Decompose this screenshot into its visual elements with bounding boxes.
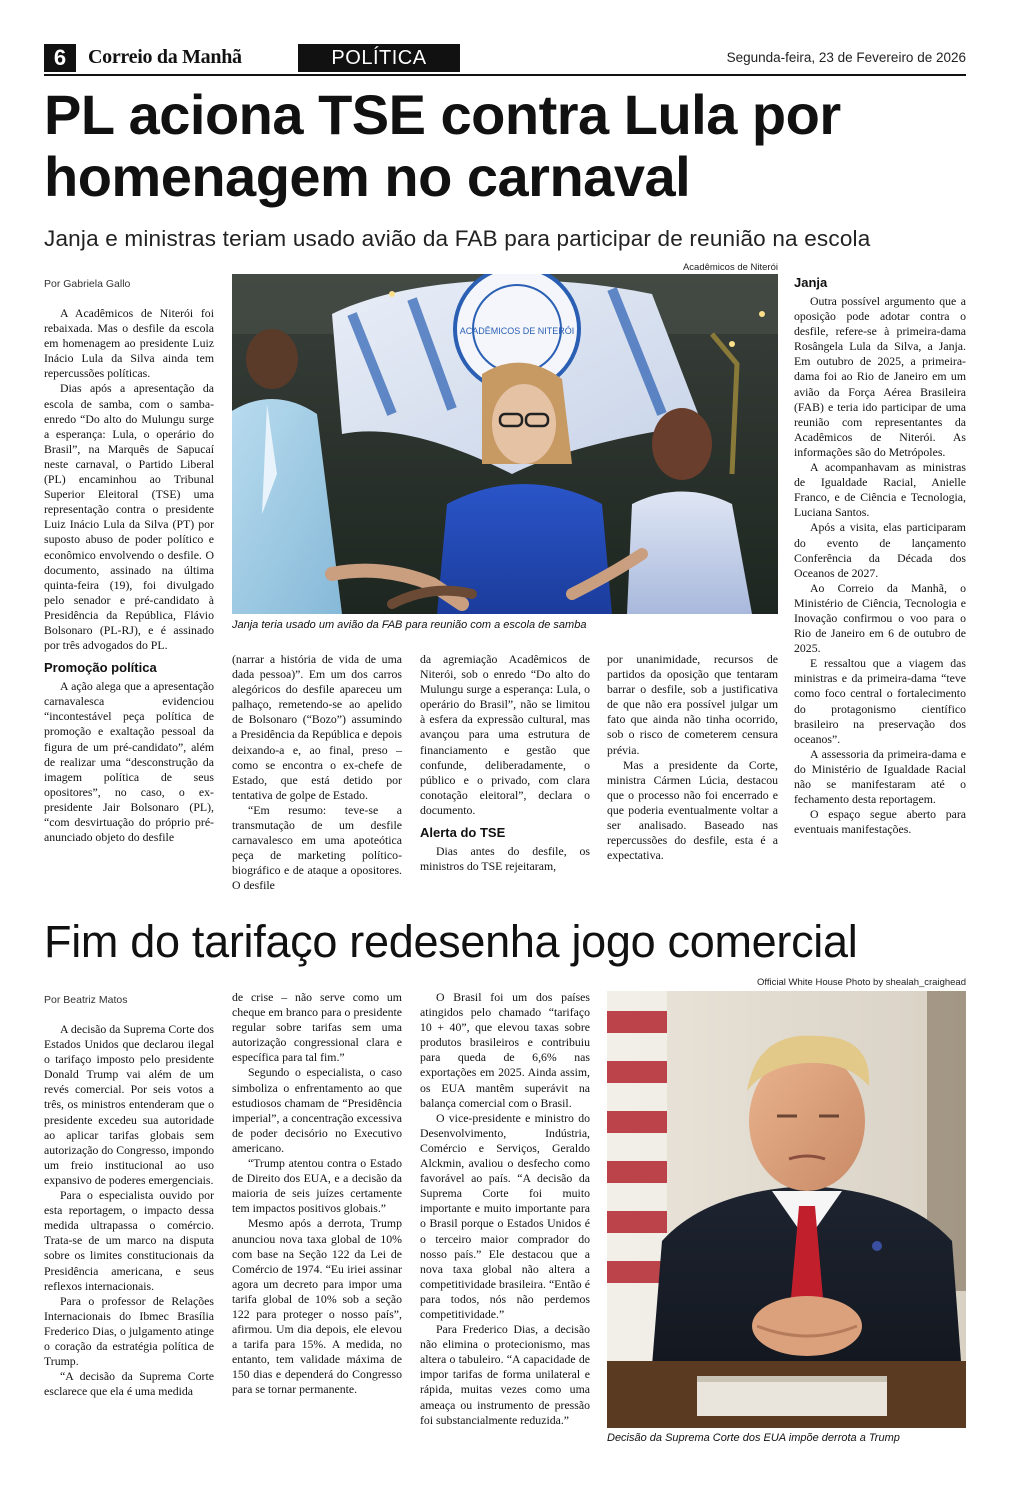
paragraph: E ressaltou que a viagem das ministras e da primeira-dama “teve como foco central o fortalecimento do protagonismo científico brasileiro na preservação dos oceanos”.	[794, 656, 966, 746]
paragraph: O Brasil foi um dos países atingidos pelo chamado “tarifaço 10 + 40”, que elevou taxas sobre produtos brasileiros e contribuiu para queda de 6,6% nas exportações em 2025. Ainda assim, os EUA mantêm superávit na balança comercial com o Brasil.	[420, 990, 590, 1110]
page-date: Segunda-feira, 23 de Fevereiro de 2026	[726, 50, 966, 65]
paragraph: Mas a presidente da Corte, ministra Cármen Lúcia, destacou que o processo não foi encerrado e que poderia eventualmente voltar a ser analisado. Baseado nas repercussões do desfile, esta é a expectativa.	[607, 757, 778, 863]
article2-byline: Por Beatriz Matos	[44, 994, 128, 1006]
paragraph: Para o professor de Relações Internacionais do Ibmec Brasília Frederico Dias, o julgamento atinge o coração da estratégia política de Trump.	[44, 1293, 214, 1369]
trump-photo-illustration	[607, 991, 966, 1428]
article1-photo-credit: Acadêmicos de Niterói	[682, 262, 778, 273]
article2-photo	[607, 991, 966, 1428]
paragraph: Outra possível argumento que a oposição pode adotar contra o desfile, refere-se à primeira-dama Rosângela Lula da Silva, a Janja. Em outubro de 2025, a primeira-dama foi ao Rio de Janeiro em um avião da Força Aérea Brasileira (FAB) e teria ido participar de uma reunião com representantes da Acadêmicos de Niterói. As informações são do Metrópoles.	[794, 294, 966, 459]
paragraph: A Acadêmicos de Niterói foi rebaixada. Mas o desfile da escola em homenagem ao presidente Luiz Inácio Lula da Silva ainda tem repercussões políticas.	[44, 306, 214, 381]
article2-photo-caption: Decisão da Suprema Corte dos EUA impõe derrota a Trump	[607, 1432, 900, 1444]
article2-column-1	[44, 1022, 214, 1399]
paragraph: Ao Correio da Manhã, o Ministério de Ciência, Tecnologia e Inovação confirmou o voo para o Rio de Janeiro em 6 de outubro de 2025.	[794, 580, 966, 656]
flag-emblem-text: ACADÊMICOS DE NITERÓI	[459, 326, 575, 336]
article1-headline-line1: PL aciona TSE contra Lula por	[44, 83, 841, 146]
carnival-photo-illustration	[232, 274, 778, 614]
paragraph: de crise – não serve como um cheque em branco para o presidente regular sobre tarifas sem uma autorização congressional clara e específica para tal fim.”	[232, 990, 402, 1065]
article2-headline: Fim do tarifaço redesenha jogo comercial	[44, 916, 858, 967]
paragraph: Segundo o especialista, o caso simboliza o enfrentamento ao que estudiosos chamam de “Presidência imperial”, a concentração excessiva de poder decisório no Executivo americano.	[232, 1065, 402, 1155]
newspaper-masthead: Correio da Manhã	[88, 46, 242, 68]
paragraph: Para o especialista ouvido por esta reportagem, o impacto dessa medida ultrapassa o comércio. Trata-se de um marco na disputa sobre os limites constitucionais da Presidência americana, e seus reflexos internacionais.	[44, 1188, 214, 1293]
paragraph: Para Frederico Dias, a decisão não elimina o protecionismo, mas altera o tabuleiro. “A capacidade de impor tarifas de forma unilateral e rápida, muitas vezes como uma ameaça ou instrumento de pressão foi substancialmente reduzida.”	[420, 1322, 590, 1427]
article1-byline: Por Gabriela Gallo	[44, 278, 131, 290]
section-label: POLÍTICA	[298, 44, 460, 72]
paragraph: Mesmo após a derrota, Trump anunciou nova taxa global de 10% com base na Seção 122 da Lei de Comércio de 1974. “Eu iriei assinar agora um decreto para impor uma tarifa global de 10% sob a seção 122 para proteger o nosso país”, afirmou. Um dia depois, ele elevou a tarifa para 15%. A medida, no entanto, tem validade máxima de 150 dias e dependerá do Congresso para se tornar permanente.	[232, 1216, 402, 1397]
paragraph: A assessoria da primeira-dama e do Ministério de Igualdade Racial não se manifestaram até o fechamento desta reportagem.	[794, 746, 966, 807]
subheading: Promoção política	[44, 660, 157, 676]
paragraph: Dias após a apresentação da escola de samba, com o samba-enredo “Do alto do Mulungu surge a esperança: Lula, o operário do Brasil”, na Marquês de Sapucaí neste carnaval, o Partido Liberal (PL) encaminhou ao Tribunal Superior Eleitoral (TSE) uma representação contra o presidente Luiz Inácio Lula da Silva (PT) por suposto abuso de poder político e econômico envolvendo o desfile. O documento, assinado na última quinta-feira (19), foi divulgado pelo senador e pré-candidato à Presidência da República, Flávio Bolsonaro (PL-RJ), e é assinado por três advogados do PL.	[44, 381, 214, 653]
paragraph: Dias antes do desfile, os ministros do TSE rejeitaram,	[420, 844, 590, 874]
paragraph: A ação alega que a apresentação carnavalesca evidenciou “incontestável peça política de promoção e exaltação pessoal da figura de um pré-candidato”, além de realizar uma “desconstrução da imagem política de seus opositores”, no caso, o ex-presidente Jair Bolsonaro (PL), “com desvirtuação do próprio pré-anunciado objeto do desfile	[44, 679, 214, 845]
subheading: Alerta do TSE	[420, 825, 506, 841]
paragraph: da agremiação Acadêmicos de Niterói, sob o enredo “Do alto do Mulungu surge a esperança: Lula, o operário do Brasil”, não se limitou à esfera da expressão cultural, mas avançou para uma estrutura de financiamento e gestão que confunde, deliberadamente, o público e o privado, com clara conotação eleitoral”, declara o documento.	[420, 652, 590, 817]
paragraph: por unanimidade, recursos de partidos da oposição que tentaram barrar o desfile, sob a justificativa de que não era possível julgar um fato que ainda não tinha ocorrido, sob o risco de cometerem censura prévia.	[607, 652, 778, 757]
article1-column-1	[44, 306, 214, 845]
article1-headline-line2: homenagem no carnaval	[44, 145, 691, 208]
paragraph: O vice-presidente e ministro do Desenvolvimento, Indústria, Comércio e Serviços, Geraldo Alckmin, avaliou o desfecho como favorável ao país. “A decisão da Suprema Corte foi muito importante e muito importante para o Brasil porque o Estados Unidos é o terceiro maior comprador do nosso país.” Ele destacou que a nova taxa global não altera a competitividade brasileira. “Então é para todos, nós não perdemos competitividade.”	[420, 1110, 590, 1321]
article1-column-2	[232, 652, 402, 894]
paragraph: “Trump atentou contra o Estado de Direito dos EUA, e a decisão da maioria de seis juízes certamente tem impactos positivos globais.”	[232, 1156, 402, 1216]
article2-column-2	[232, 990, 402, 1398]
article1-photo-caption: Janja teria usado um avião da FAB para reunião com a escola de samba	[232, 619, 587, 631]
paragraph: “A decisão da Suprema Corte esclarece que ela é uma medida	[44, 1369, 214, 1399]
article1-headline	[44, 84, 966, 208]
article1-column-3	[420, 652, 590, 874]
article1-photo	[232, 274, 778, 614]
article2-photo-credit: Official White House Photo by shealah_craighead	[757, 977, 966, 988]
article1-subhead: Janja e ministras teriam usado avião da FAB para participar de reunião na escola	[44, 226, 871, 251]
paragraph: (narrar a história de vida de uma dada pessoa)”. Em um dos carros alegóricos do desfile apareceu um palhaço, remetendo-se ao apelido de Bolsonaro (“Bozo”) assumindo a Presidência da República e depois deixando-a e, ao final, preso – como se encontra o ex-chefe de Estado, que está detido por tentativa de golpe de Estado.	[232, 652, 402, 802]
header-rule	[44, 74, 966, 76]
paragraph: A acompanhavam as ministras de Igualdade Racial, Anielle Franco, e de Ciência e Tecnologia, Luciana Santos.	[794, 460, 966, 520]
article1-column-4	[607, 652, 778, 863]
paragraph: O espaço segue aberto para eventuais manifestações.	[794, 807, 966, 837]
article2-column-3	[420, 990, 590, 1428]
paragraph: A decisão da Suprema Corte dos Estados Unidos que declarou ilegal o tarifaço imposto pelo presidente Donald Trump vai além de um revés comercial. Por seis votos a três, os ministros entenderam que o presidente excedeu sua autoridade ao aplicar tarifas globais sem autorização do Congresso, impondo um freio institucional ao uso expansivo de poderes emergenciais.	[44, 1022, 214, 1187]
article1-column-5	[794, 274, 966, 837]
paragraph: Após a visita, elas participaram do evento de lançamento Conferência da Década dos Oceanos de 2027.	[794, 520, 966, 580]
page-number: 6	[44, 44, 76, 72]
paragraph: “Em resumo: teve-se a transmutação de um desfile carnavalesco em uma apoteótica peça de marketing político-biográfico e de ataque a opositores. O desfile	[232, 802, 402, 893]
subheading: Janja	[794, 275, 828, 290]
page-header	[44, 44, 966, 74]
